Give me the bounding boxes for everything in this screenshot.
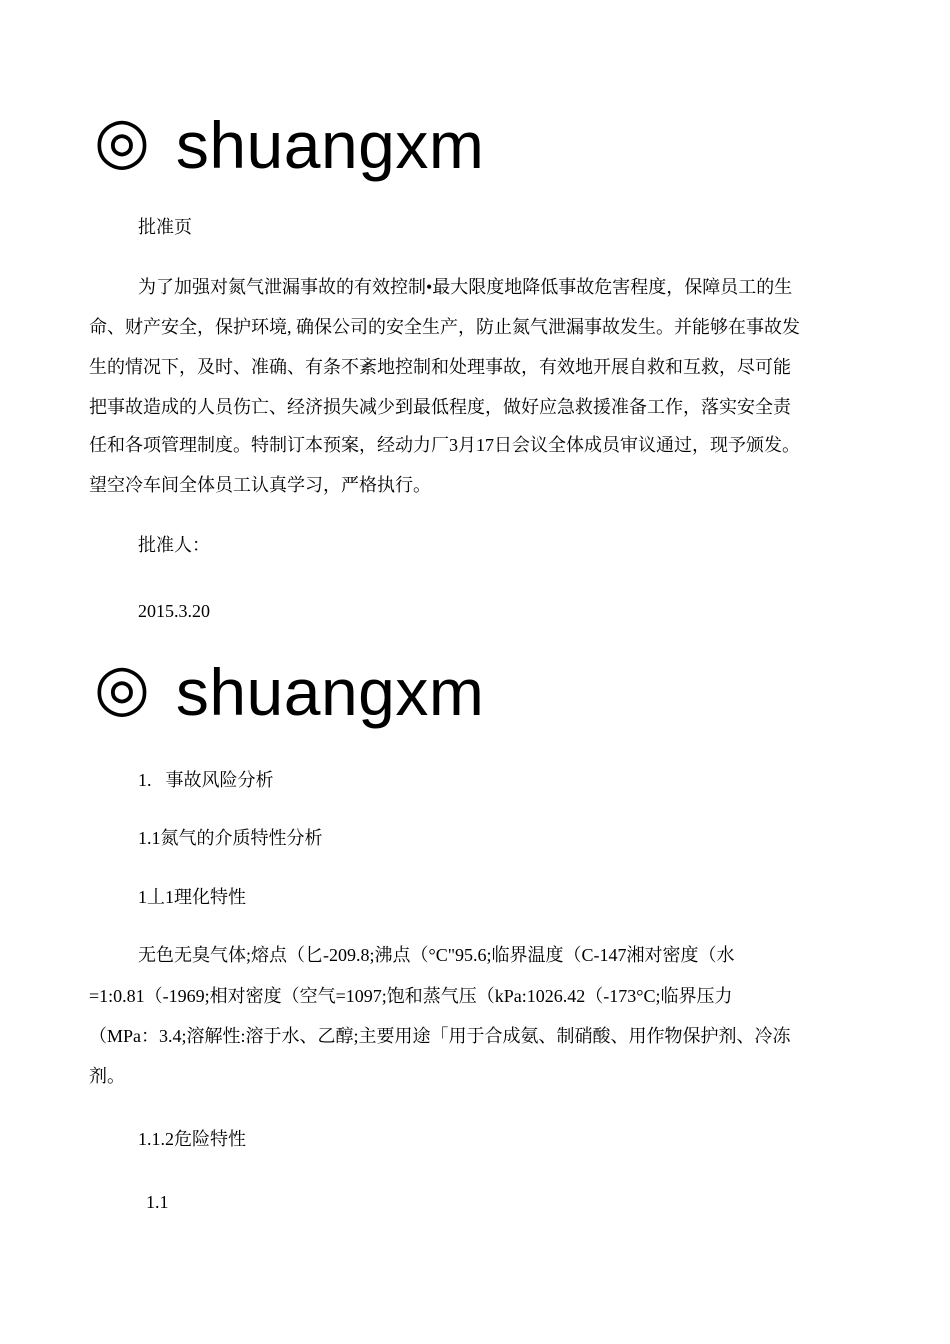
approval-page-heading: 批准页: [138, 217, 192, 237]
paragraph-line-2: 命、财产安全，保护环境, 确保公司的安全生产，防止氮气泄漏事故发生。并能够在事故发: [89, 317, 800, 337]
property-line-4: 剂。: [89, 1066, 125, 1086]
approver-label: 批准人：: [138, 535, 210, 555]
property-line-3: （MPa：3.4;溶解性:溶于水、乙醇;主要用途「用于合成氨、制硝酸、用作物保护剂、冷冻: [89, 1026, 791, 1046]
logo-header-2: [94, 652, 484, 732]
section-1-title: 事故风险分析: [165, 770, 274, 790]
paragraph-line-6: 望空冷车间全体员工认真学习，严格执行。: [89, 475, 431, 495]
section-1-heading: [138, 768, 274, 792]
approval-date: 2015.3.20: [138, 601, 210, 621]
paragraph-line-5: 任和各项管理制度。特制订本预案，经动力厂3月17日会议全体成员审议通过，现予颁发。: [89, 435, 800, 455]
section-1-number: 1.: [138, 770, 152, 790]
paragraph-line-4: 把事故造成的人员伤亡、经济损失减少到最低程度，做好应急救援准备工作，落实安全责: [89, 397, 791, 417]
trailing-section-number: 1.1: [146, 1192, 169, 1212]
section-1-1-1-heading: 1丄1理化特性: [138, 887, 246, 907]
section-1-1-2-heading: 1.1.2危险特性: [138, 1129, 246, 1149]
logo-header-1: [94, 105, 484, 185]
logo-text: shuangxm: [175, 655, 485, 729]
paragraph-line-3: 生的情况下，及时、准确、有条不紊地控制和处理事故，有效地开展自救和互救，尽可能: [89, 357, 791, 377]
logo-text: shuangxm: [175, 108, 485, 182]
property-line-1: 无色无臭气体;熔点（匕-209.8;沸点（°C"95.6;临界温度（C-147湘对密度（水: [138, 945, 735, 965]
logo-circle-icon: ◎: [94, 104, 150, 178]
section-1-1-heading: 1.1氮气的介质特性分析: [138, 828, 323, 848]
logo-circle-icon: ◎: [94, 651, 150, 725]
paragraph-line-1: 为了加强对氮气泄漏事故的有效控制•最大限度地降低事故危害程度，保障员工的生: [138, 277, 793, 297]
property-line-2: =1:0.81（-1969;相对密度（空气=1097;饱和蒸气压（kPa:1026.42（-173°C;临界压力: [89, 986, 733, 1006]
